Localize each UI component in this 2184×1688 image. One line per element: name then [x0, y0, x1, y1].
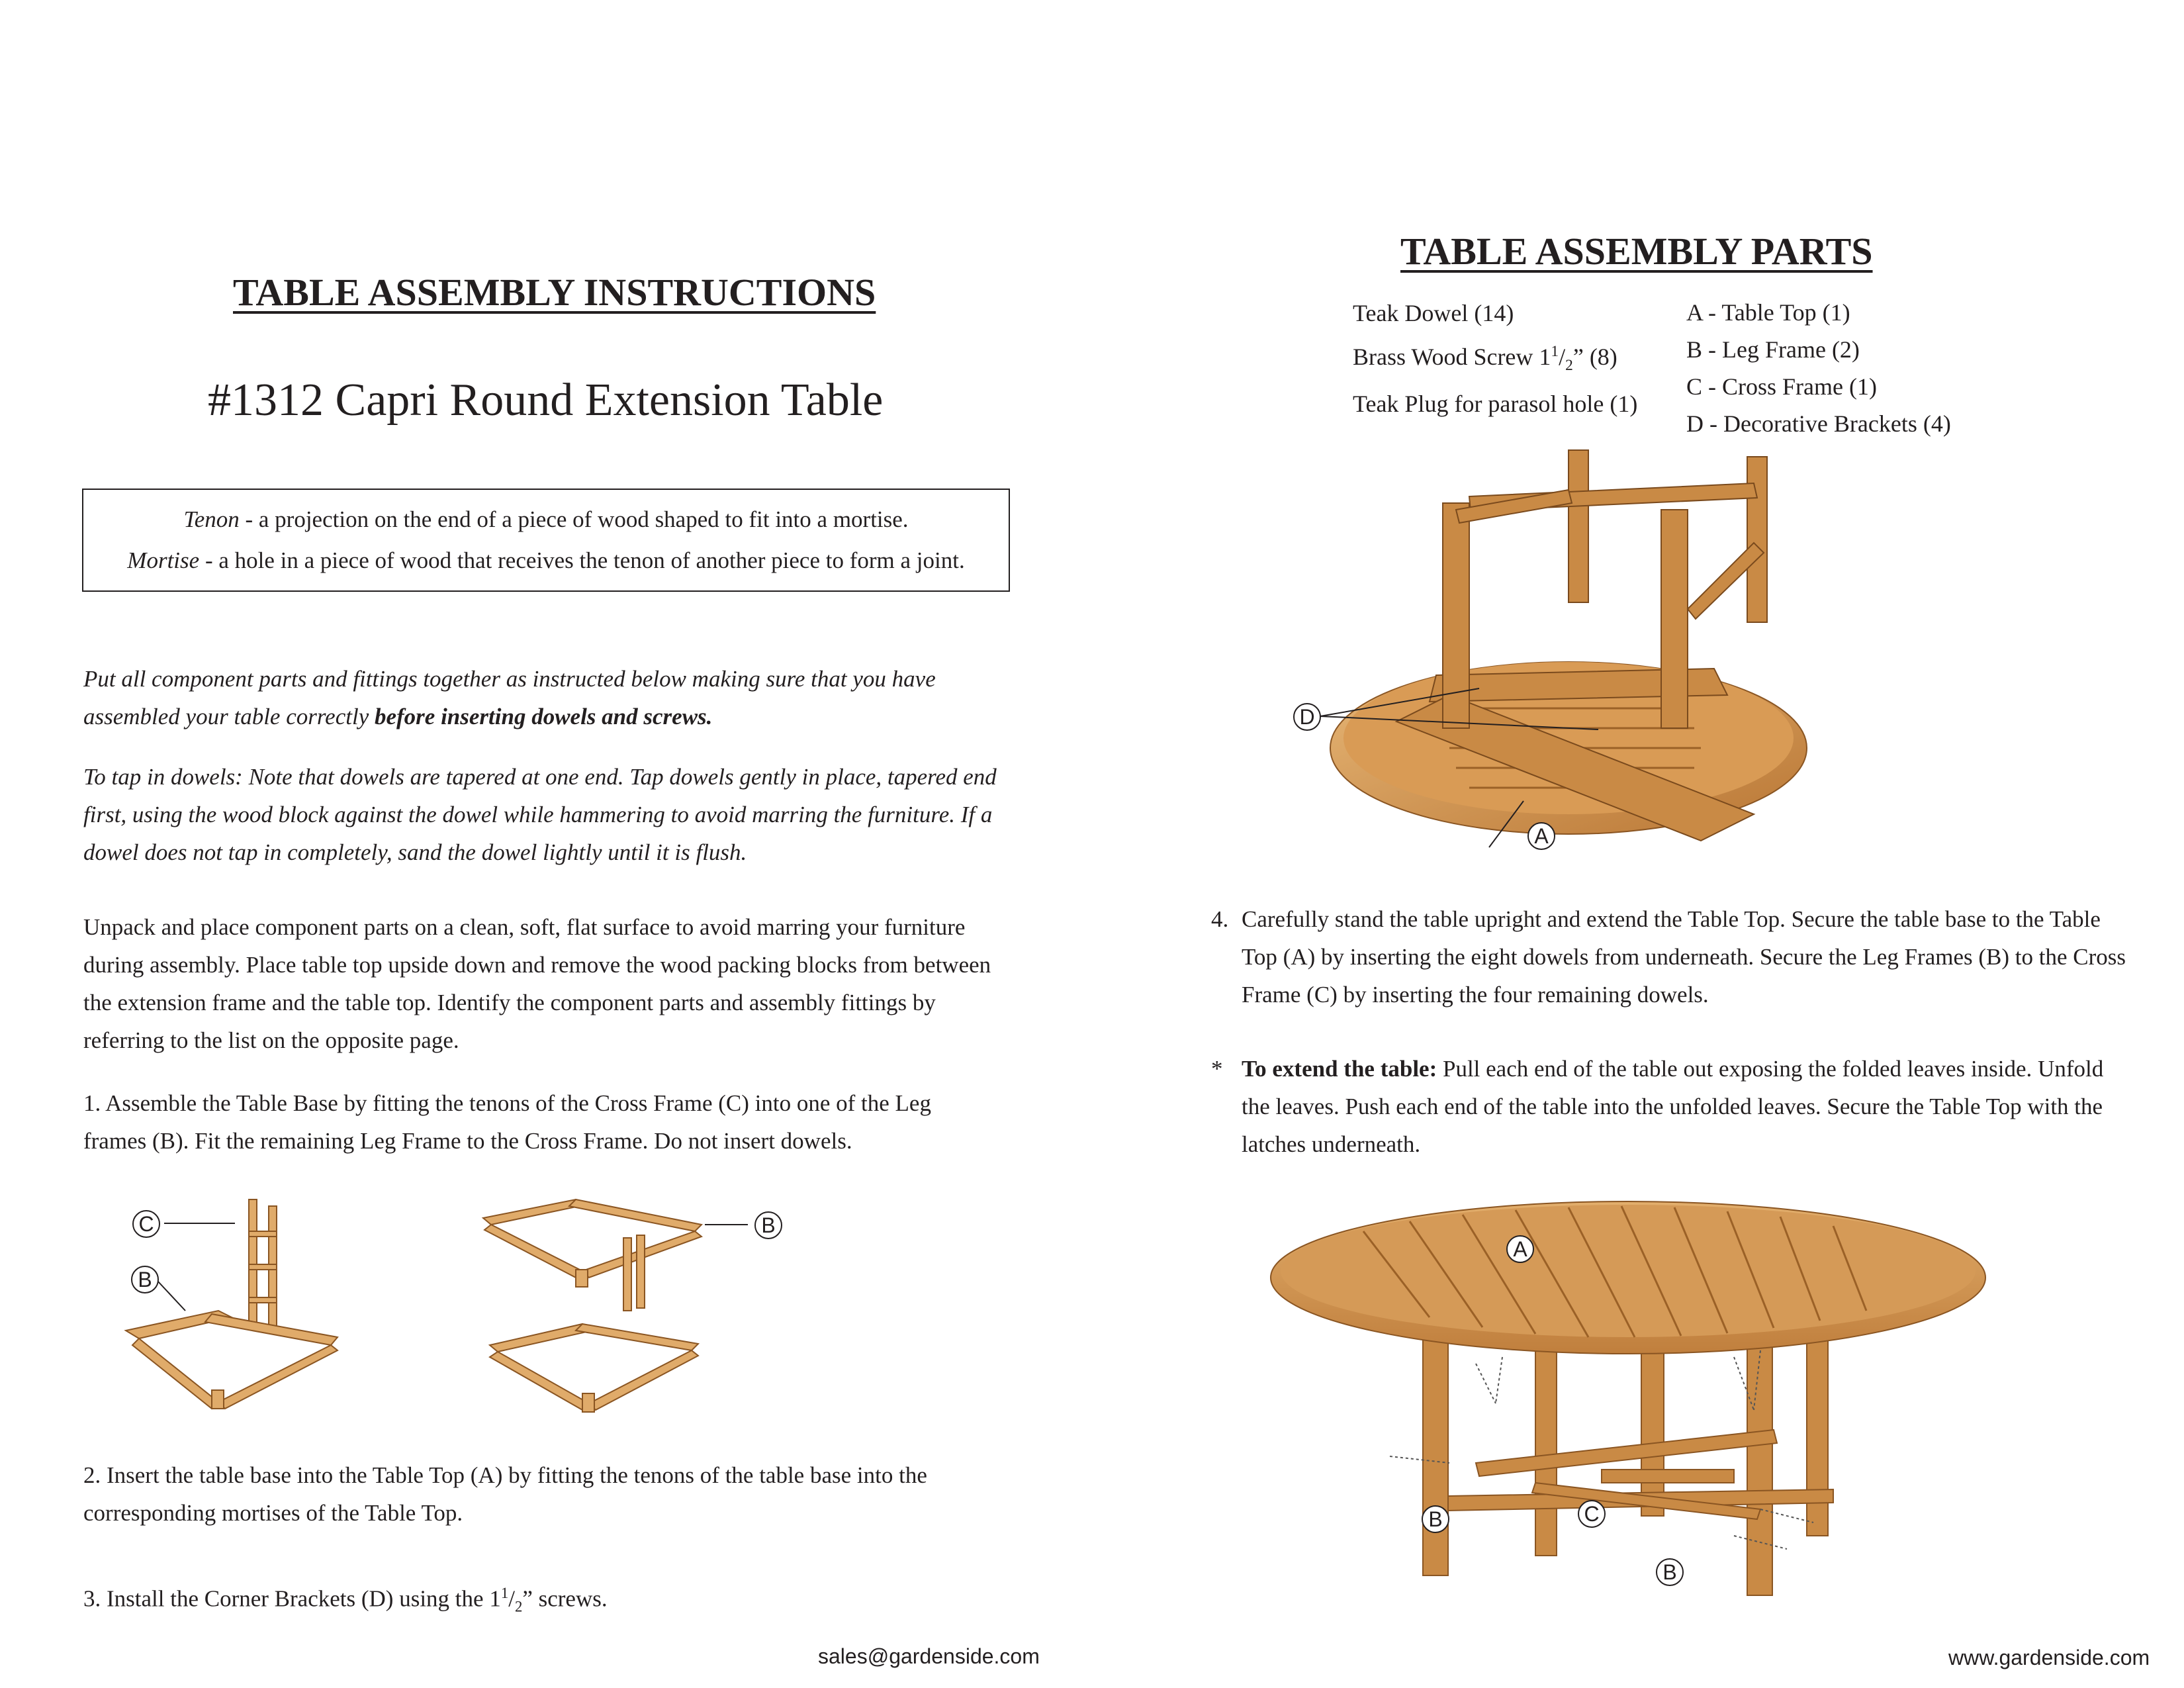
dowel-note: To tap in dowels: Note that dowels are tapered at one end. Tap dowels gently in place, tapered end first, using the wood block against the dowel while hammering to avoid marring the furniture. If a dowel does not tap in completely, sand the dowel lightly until it is flush.	[83, 764, 997, 865]
product-title: #1312 Capri Round Extension Table	[208, 375, 884, 426]
tenon-term: Tenon	[183, 506, 240, 532]
step-3-fraction-den: 2	[514, 1598, 523, 1615]
callout-c-cross: C	[1578, 1500, 1606, 1528]
tenon-definition	[83, 499, 1009, 540]
extend-note	[1242, 1050, 2128, 1163]
extended-table-image	[1257, 1192, 1999, 1602]
intro-bold-text: before inserting dowels and screws.	[374, 704, 713, 729]
intro-paragraph	[83, 660, 1010, 735]
fitting-fraction-den: 2	[1565, 357, 1573, 375]
parts-heading: TABLE ASSEMBLY PARTS	[1400, 230, 1873, 273]
fitting-fraction-num: 1	[1551, 343, 1559, 360]
fitting-text: Brass Wood Screw 1	[1353, 344, 1551, 370]
fittings-list	[1353, 294, 1637, 423]
mortise-definition	[83, 540, 1009, 581]
upside-down-table-image	[1291, 444, 1853, 854]
figure-step1-left	[119, 1192, 344, 1417]
step-2: 2. Insert the table base into the Table Top (A) by fitting the tenons of the table base into the corresponding mortises of the Table Top.	[83, 1462, 927, 1526]
step-4-number: 4.	[1211, 906, 1229, 932]
step-3-suffix: ” screws.	[522, 1585, 608, 1612]
step-3-fraction-num: 1	[500, 1585, 509, 1601]
step-3-prefix: 3. Install the Corner Brackets (D) using the 1	[83, 1585, 501, 1612]
callout-d: D	[1293, 703, 1321, 731]
footer-email[interactable]: sales@gardenside.com	[818, 1644, 1040, 1668]
fitting-item: Teak Plug for parasol hole (1)	[1353, 391, 1638, 418]
mortise-def-text: - a hole in a piece of wood that receives the tenon of another piece to form a joint.	[199, 547, 965, 573]
photo-upside-down-table	[1291, 444, 1853, 854]
instructions-heading: TABLE ASSEMBLY INSTRUCTIONS	[233, 271, 876, 314]
part-item-b: B - Leg Frame (2)	[1686, 336, 1860, 363]
extend-text: Pull each end of the table out exposing the folded leaves inside. Unfold the leaves. Push each end of the table into the unfolded leaves. Secure the Table Top with the latches underneath.	[1242, 1056, 2104, 1157]
callout-b-right-leg: B	[1656, 1558, 1684, 1586]
fitting-item: Teak Dowel (14)	[1353, 300, 1514, 326]
fitting-item: Brass Wood Screw $1^1/_2$” (8)	[1353, 343, 1617, 375]
part-item-c: C - Cross Frame (1)	[1686, 373, 1877, 400]
callout-a: A	[1527, 822, 1555, 850]
figure-step1-right	[477, 1192, 807, 1417]
extend-asterisk: *	[1211, 1056, 1223, 1082]
callout-b: B	[131, 1266, 159, 1293]
callout-c: C	[132, 1210, 160, 1238]
parts-list	[1686, 294, 1951, 442]
intro-italic-text: Put all component parts and fittings together as instructed below making sure that you have assembled your table correctly	[83, 666, 936, 729]
glossary-box	[82, 489, 1010, 592]
step-3: 3. Install the Corner Brackets (D) using the $1^1/_2$” screws.	[83, 1585, 608, 1615]
unpack-paragraph: Unpack and place component parts on a clean, soft, flat surface to avoid marring your furniture during assembly. Place table top upside down and remove the wood packing blocks from between the extension frame and the table top. Identify the component parts and assembly fittings by referring to the list on the opposite page.	[83, 914, 991, 1053]
callout-b-left: B	[1422, 1505, 1449, 1533]
mortise-term: Mortise	[127, 547, 200, 573]
photo-extended-table	[1257, 1192, 1999, 1602]
step-1: 1. Assemble the Table Base by fitting the tenons of the Cross Frame (C) into one of the Leg frames (B). Fit the remaining Leg Frame to the Cross Frame. Do not insert dowels.	[83, 1090, 931, 1154]
callout-a-top: A	[1506, 1235, 1534, 1263]
tenon-def-text: - a projection on the end of a piece of wood shaped to fit into a mortise.	[239, 506, 909, 532]
callout-b-right: B	[754, 1211, 782, 1239]
part-item-d: D - Decorative Brackets (4)	[1686, 410, 1951, 437]
footer-website[interactable]: www.gardenside.com	[1948, 1646, 2150, 1669]
extend-bold: To extend the table:	[1242, 1056, 1437, 1082]
fitting-after: ” (8)	[1572, 344, 1617, 370]
step-4: Carefully stand the table upright and extend the Table Top. Secure the table base to the Table Top (A) by inserting the eight dowels from underneath. Secure the Leg Frames (B) to the Cross Frame (C) by inserting the four remaining dowels.	[1242, 906, 2126, 1008]
part-item-a: A - Table Top (1)	[1686, 299, 1850, 326]
